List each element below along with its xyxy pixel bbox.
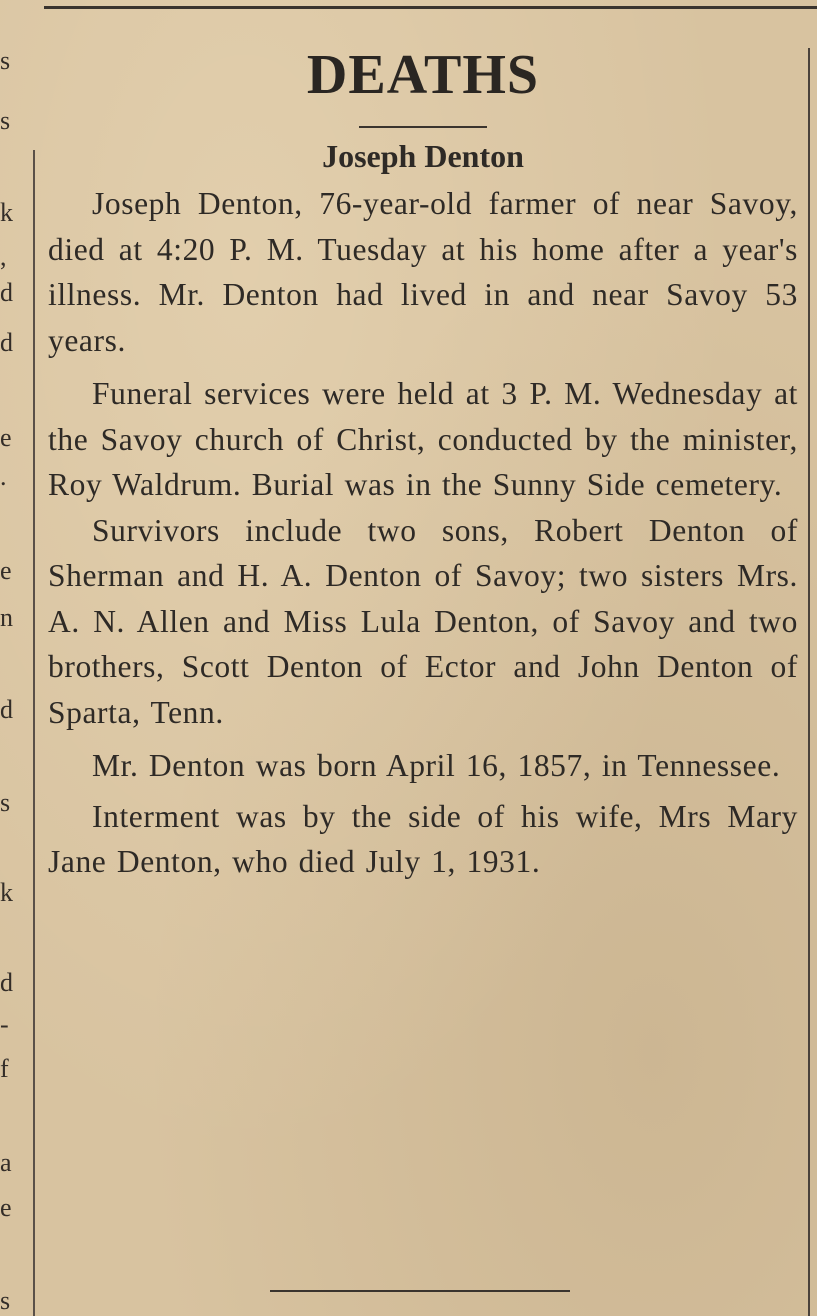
fragment-char: e: [0, 1193, 12, 1222]
fragment-char: -: [0, 1010, 9, 1039]
paragraph-death-notice: Joseph Denton, 76-year-old farmer of near Savoy, died at 4:20 P. M. Tuesday at his home after a year's illness. Mr. Denton had lived in and near Savoy 53 years.: [48, 186, 798, 358]
section-heading: DEATHS: [306, 44, 540, 106]
fragment-char: s: [0, 788, 11, 817]
fragment-char: a: [0, 1148, 12, 1177]
fragment-char: s: [0, 106, 11, 135]
fragment-char: f: [0, 1054, 9, 1083]
fragment-char: e: [0, 423, 12, 452]
fragment-char: e: [0, 556, 12, 585]
column-rule-left: [33, 150, 35, 1316]
heading-rule: [359, 126, 487, 128]
closing-rule: [270, 1290, 570, 1292]
fragment-char: k: [0, 878, 13, 907]
paragraph-survivors: Survivors include two sons, Robert Denton of Sherman and H. A. Denton of Savoy; two sisters Mrs. A. N. Allen and Miss Lula Denton, of Savoy and two brothers, Scott Denton of Ector and John Denton of Sparta, Tenn.: [48, 512, 798, 730]
fragment-char: n: [0, 603, 13, 632]
fragment-char: d: [0, 328, 13, 357]
fragment-char: k: [0, 198, 13, 227]
paragraph-birth: Mr. Denton was born April 16, 1857, in Tennessee.: [92, 748, 781, 783]
paragraph-funeral: Funeral services were held at 3 P. M. Wednesday at the Savoy church of Christ, conducted by the minister, Roy Waldrum. Burial was in the Sunny Side cemetery.: [48, 376, 798, 502]
top-rule: [44, 6, 817, 9]
fragment-char: d: [0, 695, 13, 724]
fragment-char: s: [0, 1286, 11, 1315]
fragment-char: s: [0, 46, 11, 75]
fragment-char: d: [0, 278, 13, 307]
paragraph-interment: Interment was by the side of his wife, Mrs Mary Jane Denton, who died July 1, 1931.: [48, 798, 798, 879]
fragment-char: d: [0, 968, 13, 997]
obituary-name: Joseph Denton: [322, 138, 524, 174]
fragment-char: .: [0, 462, 7, 491]
adjacent-column-fragments: [0, 0, 26, 1316]
column-rule-right: [808, 48, 810, 1316]
fragment-char: ,: [0, 242, 7, 271]
obituary-article: [48, 38, 798, 885]
